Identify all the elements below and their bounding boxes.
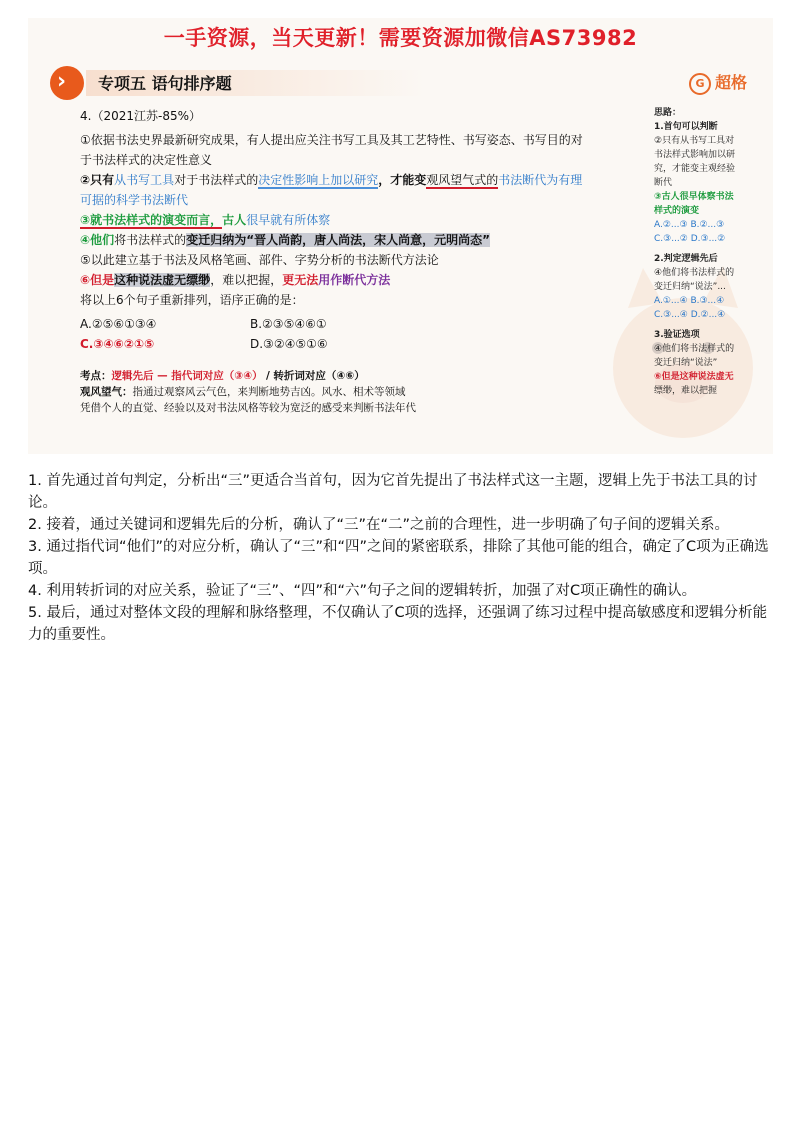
sentence-6: ⑥但是这种说法虚无缥缈，难以把握，更无法用作断代方法 (80, 273, 391, 287)
sidebar-title: 思路： (654, 108, 682, 118)
brand-logo: G 超格 (689, 70, 747, 95)
question-header: 4.（2021江苏-85%） (80, 109, 201, 123)
key-points: 考点：逻辑先后 — 指代词对应（③④） / 转折词对应（④⑥） 观风望气：指通过观察风云气色，来判断地势吉凶。风水、相术等领域 凭借个人的直觉、经验以及对书法风格等较为宽泛的感受来判断书法年代 (80, 370, 416, 414)
option-b: B.②③⑤④⑥① (250, 317, 327, 331)
sentence-5: ⑤以此建立基于书法及风格笔画、部件、字势分析的书法断代方法论 (80, 253, 439, 267)
question-prompt: 将以上6个句子重新排列，语序正确的是： (80, 293, 304, 307)
analysis-item-3: 3. 通过指代词“他们”的对应分析，确认了“三”和“四”之间的紧密联系，排除了其他可能的组合，确定了C项为正确选项。 (28, 539, 769, 577)
sentence-4: ④他们将书法样式的变迁归纳为“晋人尚韵，唐人尚法，宋人尚意，元明尚态” (80, 233, 490, 247)
slide-title: 专项五 语句排序题 (98, 74, 232, 93)
watermark-text: 一手资源，当天更新！需要资源加微信AS73982 (163, 26, 638, 50)
sidebar-step-1: 1.首句可以判断 ②只有从书写工具对 书法样式影响加以研 究，才能变主观经验 断代 ③古人很早体察书法 样式的演变 A.②...③ B.②...③ C.③...② D.③...② (654, 122, 736, 244)
analysis-item-2: 2. 接着，通过关键词和逻辑先后的分析，确认了“三”在“二”之前的合理性，进一步明确了句子间的逻辑关系。 (28, 517, 729, 533)
solution-sidebar (654, 106, 762, 404)
analysis-item-4: 4. 利用转折词的对应关系，验证了“三”、“四”和“六”句子之间的逻辑转折，加强了对C项正确性的确认。 (28, 583, 697, 599)
chevron-right-icon: › (50, 66, 84, 100)
analysis-text (28, 470, 773, 646)
option-c: C.③④⑥②①⑤ (80, 337, 155, 351)
sentence-1: ①依据书法史界最新研究成果，有人提出应关注书写工具及其工艺特性、书写姿态、书写目的对 (80, 133, 583, 147)
sidebar-step-2: 2.判定逻辑先后 ④他们将书法样式的 变迁归纳“说法”... A.①...④ B.③...④ C.③...④ D.②...④ (654, 254, 735, 320)
sentence-3: ③就书法样式的演变而言，古人很早就有所体察 (80, 213, 331, 227)
analysis-item-1: 1. 首先通过首句判定，分析出“三”更适合当首句，因为它首先提出了书法样式这一主题，逻辑上先于书法工具的讨论。 (28, 473, 758, 511)
option-a: A.②⑤⑥①③④ (80, 317, 157, 331)
slide-header (28, 46, 773, 94)
answer-options (80, 314, 655, 354)
sentence-2-cont: 可据的科学书法断代 (80, 193, 189, 207)
sentence-2: ②只有从书写工具对于书法样式的决定性影响上加以研究，才能变观风望气式的书法断代为有理 (80, 173, 583, 187)
option-d: D.③②④⑤①⑥ (250, 337, 328, 351)
brand-g-icon: G (689, 73, 711, 95)
lesson-slide-image (28, 18, 773, 454)
sidebar-step-3: 3.验证选项 ④他们将书法样式的 变迁归纳“说法” ⑥但是这种说法虚无 缥缈，难以把握 (654, 330, 735, 396)
sentence-1-cont: 于书法样式的决定性意义 (80, 153, 213, 167)
analysis-item-5: 5. 最后，通过对整体文段的理解和脉络整理，不仅确认了C项的选择，还强调了练习过程中提高敏感度和逻辑分析能力的重要性。 (28, 605, 768, 643)
question-body (80, 106, 655, 416)
